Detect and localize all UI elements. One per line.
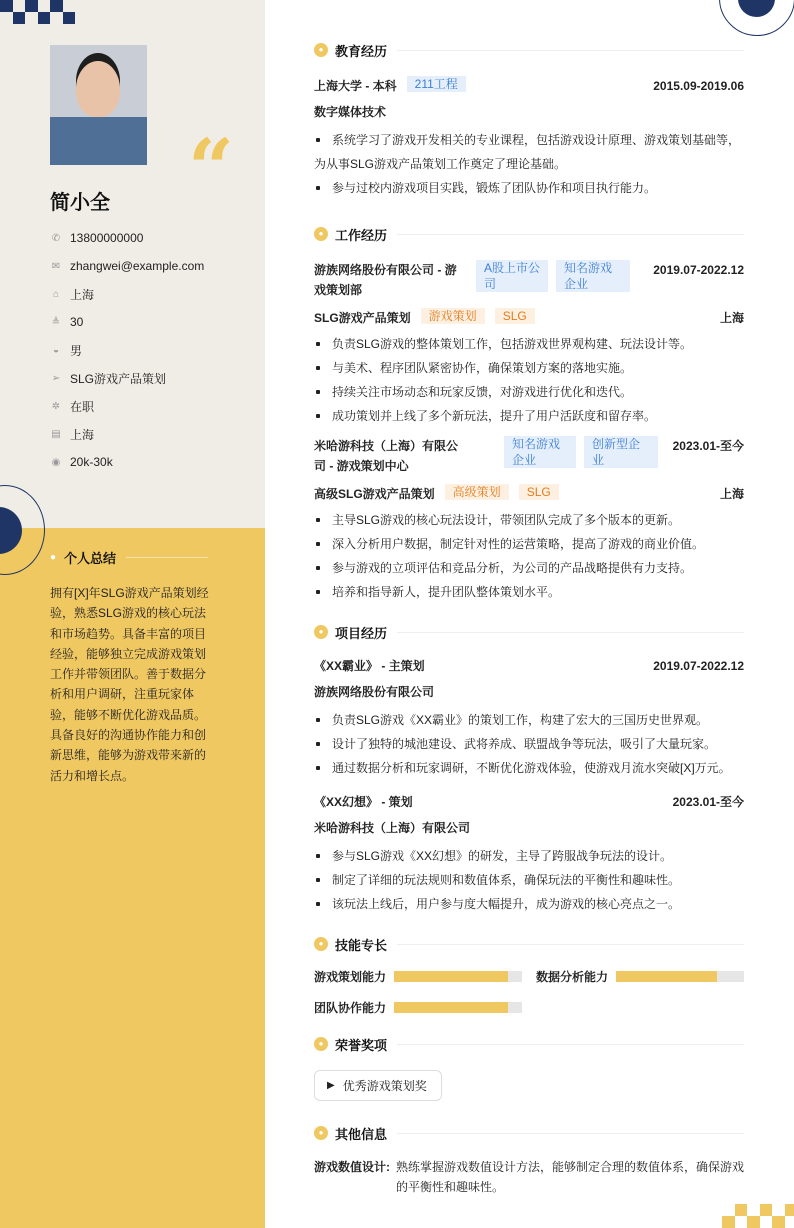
list-item: 深入分析用户数据，制定针对性的运营策略，提高了游戏的商业价值。 xyxy=(314,532,744,556)
tag: 创新型企业 xyxy=(584,436,658,468)
section-title: 工作经历 xyxy=(335,227,388,243)
skill-item xyxy=(314,999,536,1016)
section-title: 技能专长 xyxy=(335,937,388,953)
location: 上海 xyxy=(70,287,95,302)
candidate-name: 简小全 xyxy=(50,192,110,214)
phone: 13800000000 xyxy=(70,231,144,245)
list-item: 成功策划并上线了多个新玩法，提升了用户活跃度和留存率。 xyxy=(314,404,744,428)
trophy-icon: ● xyxy=(314,1037,328,1051)
coin-icon: ◉ xyxy=(51,456,61,468)
tag: SLG xyxy=(495,308,535,324)
city: 上海 xyxy=(719,311,744,325)
info-icon: ● xyxy=(314,1126,328,1140)
city: 上海 xyxy=(719,487,744,501)
target-role: SLG游戏产品策划 xyxy=(70,371,167,386)
skill-item xyxy=(536,968,744,985)
main-content xyxy=(314,38,744,1197)
skill-bar xyxy=(394,971,522,982)
section-title: 荣誉奖项 xyxy=(335,1037,388,1053)
graduation-icon: ● xyxy=(314,43,328,57)
tag: 211工程 xyxy=(407,76,466,92)
cake-icon: ≜ xyxy=(51,316,61,328)
major: 数字媒体技术 xyxy=(314,105,387,119)
gear-icon: ✲ xyxy=(51,400,61,412)
date: 2019.07-2022.12 xyxy=(653,659,744,673)
work-item xyxy=(314,260,744,428)
list-item: 与美术、程序团队紧密协作，确保策划方案的落地实施。 xyxy=(314,356,744,380)
skill-name: 游戏策划能力 xyxy=(314,970,387,984)
date: 2015.09-2019.06 xyxy=(653,79,744,93)
skill-name: 团队协作能力 xyxy=(314,1001,387,1015)
target-city: 上海 xyxy=(70,427,95,442)
gender-icon: ◒ xyxy=(52,344,60,356)
list-item: 培养和指导新人，提升团队整体策划水平。 xyxy=(314,580,744,604)
skill-bar-fill xyxy=(394,1002,508,1013)
award-label: 优秀游戏策划奖 xyxy=(342,1079,427,1093)
tag: 知名游戏企业 xyxy=(556,260,630,292)
list-item: 该玩法上线后，用户参与度大幅提升，成为游戏的核心亮点之一。 xyxy=(314,892,744,916)
school: 上海大学 - 本科 xyxy=(314,79,397,93)
user-icon: ● xyxy=(50,552,57,563)
summary-title: 个人总结 xyxy=(64,551,117,566)
list-item: 设计了独特的城池建设、武将养成、联盟战争等玩法，吸引了大量玩家。 xyxy=(314,732,744,756)
quote-icon: “ xyxy=(188,121,235,215)
list-item: 制定了详细的玩法规则和数值体系，确保玩法的平衡性和趣味性。 xyxy=(314,868,744,892)
building-icon: ▤ xyxy=(51,428,61,440)
award-item[interactable] xyxy=(314,1070,442,1101)
section-other xyxy=(314,1121,744,1145)
skill-bar xyxy=(616,971,744,982)
status: 在职 xyxy=(70,399,95,414)
skill-item xyxy=(314,968,536,985)
date: 2023.01-至今 xyxy=(672,439,744,453)
list-item: 系统学习了游戏开发相关的专业课程，包括游戏设计原理、游戏策划基础等，为从事SLG游戏产品策划工作奠定了理论基础。 xyxy=(314,128,744,176)
section-skills xyxy=(314,932,744,956)
project-name: 《XX霸业》 - 主策划 xyxy=(314,659,425,673)
tag: A股上市公司 xyxy=(476,260,548,292)
tag: SLG xyxy=(519,484,559,500)
date: 2019.07-2022.12 xyxy=(653,263,744,277)
skill-bar xyxy=(394,1002,522,1013)
company: 米哈游科技（上海）有限公司 - 游戏策划中心 xyxy=(314,439,459,473)
section-projects xyxy=(314,620,744,644)
summary-heading xyxy=(50,548,208,567)
list-item: 主导SLG游戏的核心玩法设计，带领团队完成了多个版本的更新。 xyxy=(314,508,744,532)
section-title: 项目经历 xyxy=(335,625,388,641)
list-item: 参与游戏的立项评估和竞品分析，为公司的产品战略提供有力支持。 xyxy=(314,556,744,580)
send-icon: ➢ xyxy=(51,372,61,384)
mail-icon: ✉ xyxy=(51,260,61,272)
list-item: 通过数据分析和玩家调研，不断优化游戏体验，使游戏月流水突破[X]万元。 xyxy=(314,756,744,780)
section-title: 教育经历 xyxy=(335,43,388,59)
other-label: 游戏数值设计: xyxy=(314,1160,390,1174)
contact-info xyxy=(50,224,204,476)
briefcase-icon: ● xyxy=(314,227,328,241)
company: 米哈游科技（上海）有限公司 xyxy=(314,821,471,835)
skill-name: 数据分析能力 xyxy=(536,970,609,984)
section-education xyxy=(314,38,744,62)
other-text: 熟练掌握游戏数值设计方法，能够制定合理的数值体系，确保游戏的平衡性和趣味性。 xyxy=(396,1160,745,1194)
checker-decoration xyxy=(0,0,75,24)
list-item: 参与过校内游戏项目实践，锻炼了团队协作和项目执行能力。 xyxy=(314,176,744,200)
summary-text: 拥有[X]年SLG游戏产品策划经验，熟悉SLG游戏的核心玩法和市场趋势。具备丰富的项目经验，能够独立完成游戏策划工作并带领团队。善于数据分析和用户调研，注重玩家体验，能够不断优化游戏品质。具备良好的沟通协作能力和创新思维，能够为游戏带来新的活力和增长点。 xyxy=(50,586,209,783)
list-item: 参与SLG游戏《XX幻想》的研发，主导了跨服战争玩法的设计。 xyxy=(314,844,744,868)
chart-icon: ● xyxy=(314,937,328,951)
work-item xyxy=(314,436,744,604)
email: zhangwei@example.com xyxy=(70,259,205,273)
company: 游族网络股份有限公司 xyxy=(314,685,435,699)
section-title: 其他信息 xyxy=(335,1126,388,1142)
age: 30 xyxy=(70,315,84,329)
list-item: 持续关注市场动态和玩家反馈，对游戏进行优化和迭代。 xyxy=(314,380,744,404)
tag: 游戏策划 xyxy=(421,308,485,324)
gender: 男 xyxy=(70,343,83,358)
role: SLG游戏产品策划 xyxy=(314,311,411,325)
date: 2023.01-至今 xyxy=(672,795,744,809)
company: 游族网络股份有限公司 - 游戏策划部 xyxy=(314,263,457,297)
phone-icon: ✆ xyxy=(51,232,61,244)
section-awards xyxy=(314,1032,744,1056)
project-item xyxy=(314,792,744,916)
project-item xyxy=(314,656,744,780)
home-icon: ⌂ xyxy=(52,288,60,300)
skill-bar-fill xyxy=(616,971,717,982)
play-icon: ▶ xyxy=(327,1080,335,1091)
role: 高级SLG游戏产品策划 xyxy=(314,487,435,501)
salary: 20k-30k xyxy=(70,455,113,469)
checker-decoration xyxy=(722,1204,794,1228)
list-item: 负责SLG游戏《XX霸业》的策划工作，构建了宏大的三国历史世界观。 xyxy=(314,708,744,732)
skill-bar-fill xyxy=(394,971,508,982)
avatar xyxy=(50,45,147,165)
project-name: 《XX幻想》 - 策划 xyxy=(314,795,413,809)
tag: 知名游戏企业 xyxy=(504,436,576,468)
project-icon: ● xyxy=(314,625,328,639)
list-item: 负责SLG游戏的整体策划工作，包括游戏世界观构建、玩法设计等。 xyxy=(314,332,744,356)
tag: 高级策划 xyxy=(445,484,509,500)
section-work xyxy=(314,222,744,246)
